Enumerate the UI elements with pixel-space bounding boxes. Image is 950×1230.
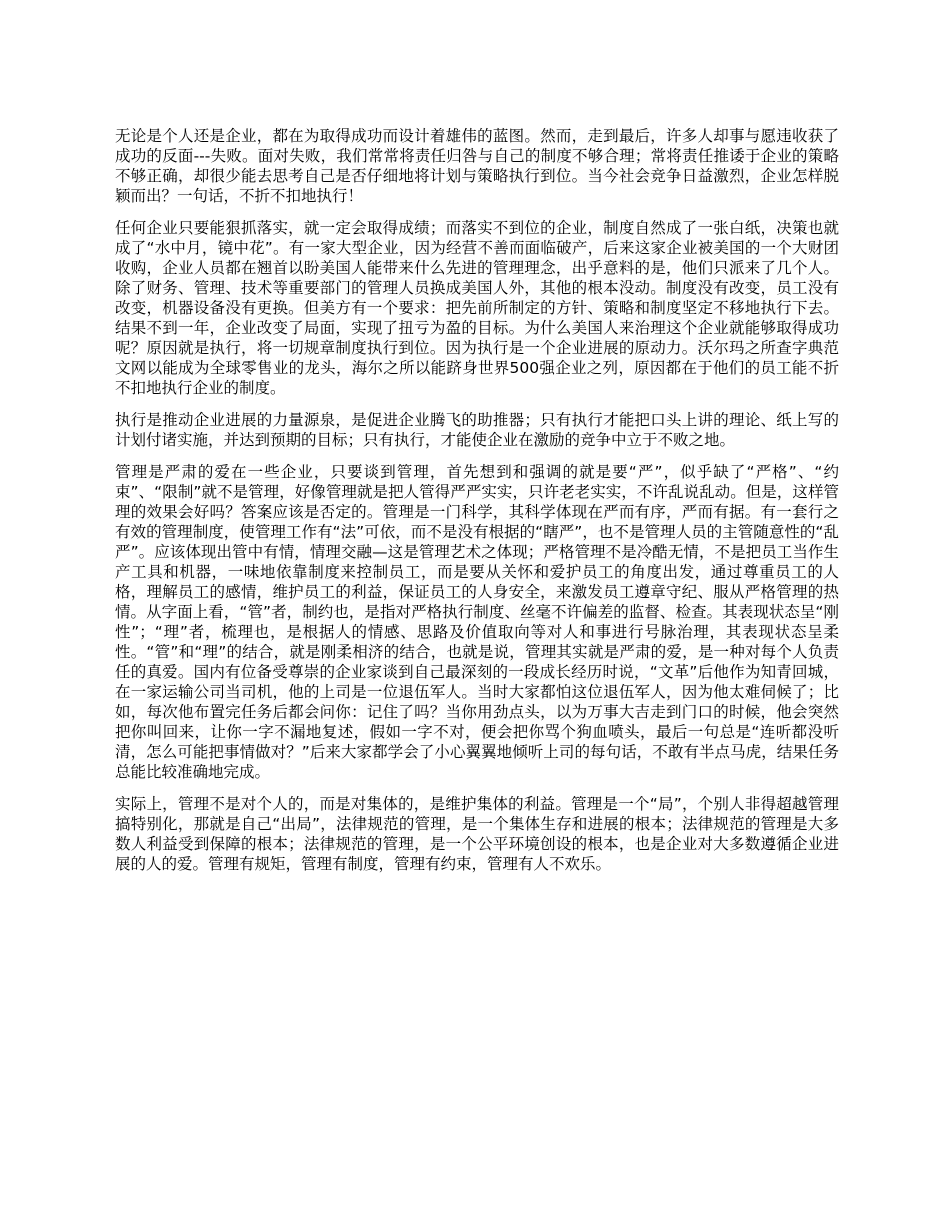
paragraph-2: 任何企业只要能狠抓落实，就一定会取得成绩；而落实不到位的企业，制度自然成了一张白纸，决策也就成了“水中月，镜中花”。有一家大型企业，因为经营不善而面临破产，后来这家企业被美国的一个大财团收购，企业人员都在翘首以盼美国人能带来什么先进的管理理念，出乎意料的是，他们只派来了几个人。除了财务、管理、技术等重要部门的管理人员换成美国人外，其他的根本没动。制度没有改变，员工没有改变，机器设备没有更换。但美方有一个要求：把先前所制定的方针、策略和制度坚定不移地执行下去。结果不到一年，企业改变了局面，实现了扭亏为盈的目标。为什么美国人来治理这个企业就能够取得成功呢？原因就是执行，将一切规章制度执行到位。因为执行是一个企业进展的原动力。沃尔玛之所查字典范文网以能成为全球零售业的龙头，海尔之所以能跻身世界500强企业之列，原因都在于他们的员工能不折不扣地执行企业的制度。 xyxy=(115,219,839,397)
paragraph-5: 实际上，管理不是对个人的，而是对集体的，是维护集体的利益。管理是一个“局”，个别人非得超越管理搞特别化，那就是自己“出局”，法律规范的管理，是一个集体生存和进展的根本；法律规范的管理是大多数人利益受到保障的根本；法律规范的管理，是一个公平环境创设的根本，也是企业对大多数遵循企业进展的人的爱。管理有规矩，管理有制度，管理有约束，管理有人不欢乐。 xyxy=(115,795,839,873)
document-body xyxy=(115,126,839,886)
paragraph-3: 执行是推动企业进展的力量源泉，是促进企业腾飞的助推器；只有执行才能把口头上讲的理论、纸上写的计划付诸实施，并达到预期的目标；只有执行，才能使企业在激励的竞争中立于不败之地。 xyxy=(115,411,839,449)
paragraph-1: 无论是个人还是企业，都在为取得成功而设计着雄伟的蓝图。然而，走到最后，许多人却事与愿违收获了成功的反面---失败。面对失败，我们常常将责任归咎与自己的制度不够合理；常将责任推诿于企业的策略不够正确，却很少能去思考自己是否仔细地将计划与策略执行到位。当今社会竞争日益激烈，企业怎样脱颖而出？一句话，不折不扣地执行！ xyxy=(115,127,839,205)
paragraph-4: 管理是严肃的爱在一些企业，只要谈到管理，首先想到和强调的就是要“严”，似乎缺了“严格”、“约束”、“限制”就不是管理，好像管理就是把人管得严严实实，只许老老实实，不许乱说乱动。但是，这样管理的效果会好吗？答案应该是否定的。管理是一门科学，其科学体现在严而有序，严而有据。有一套行之有效的管理制度，使管理工作有“法”可依，而不是没有根据的“瞎严”，也不是管理人员的主管随意性的“乱严”。应该体现出管中有情，情理交融—这是管理艺术之体现；严格管理不是冷酷无情，不是把员工当作生产工具和机器，一味地依靠制度来控制员工，而是要从关怀和爱护员工的角度出发，通过尊重员工的人格，理解员工的感情，维护员工的利益，保证员工的人身安全，来激发员工遵章守纪、服从严格管理的热情。从字面上看，“管”者，制约也，是指对严格执行制度、丝毫不许偏差的监督、检查。其表现状态呈“刚性”；“理”者，梳理也，是根据人的情感、思路及价值取向等对人和事进行号脉治理，其表现状态呈柔性。“管”和“理”的结合，就是刚柔相济的结合，也就是说，管理其实就是严肃的爱，是一种对每个人负责任的真爱。国内有位备受尊崇的企业家谈到自己最深刻的一段成长经历时说，“文革”后他作为知青回城，在一家运输公司当司机，他的上司是一位退伍军人。当时大家都怕这位退伍军人，因为他太难伺候了；比如，每次他布置完任务后都会问你：记住了吗？当你用劲点头，以为万事大吉走到门口的时候，他会突然把你叫回来，让你一字不漏地复述，假如一字不对，便会把你骂个狗血喷头，最后一句总是“连听都没听清，怎么可能把事情做对？”后来大家都学会了小心翼翼地倾听上司的每句话，不敢有半点马虎，结果任务总能比较准确地完成。 xyxy=(115,463,839,781)
